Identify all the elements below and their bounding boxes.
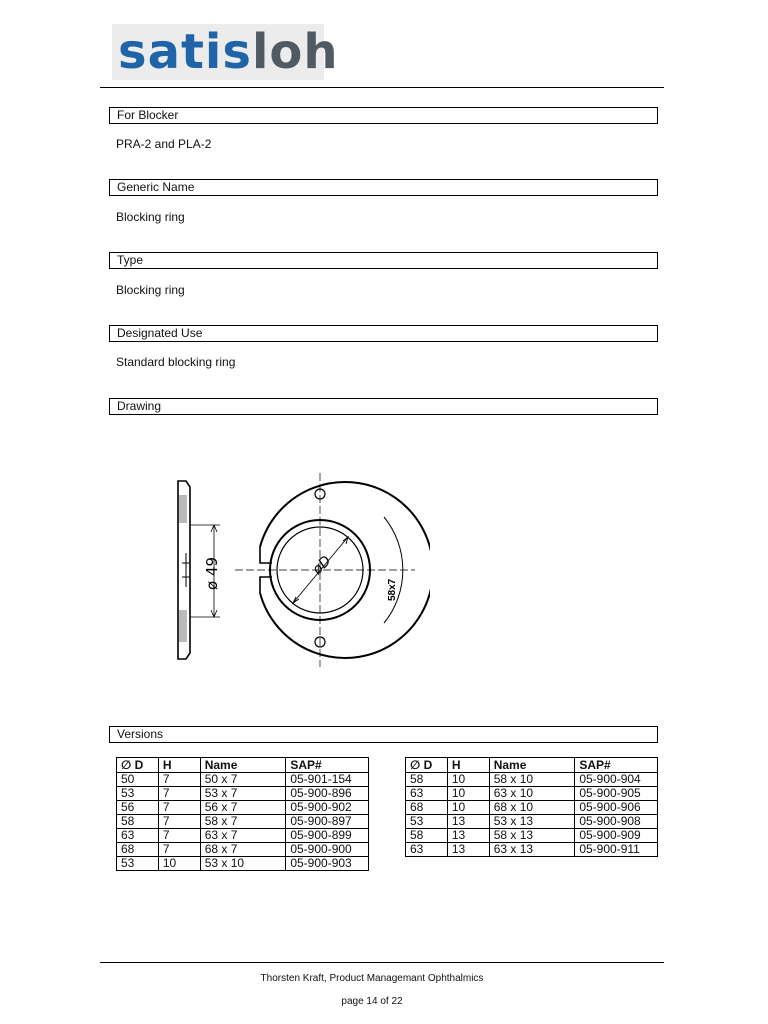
header-diameter: ∅ D [406,758,448,773]
footer-author: Thorsten Kraft, Product Managemant Ophthalmics [260,973,484,984]
table-row: 68 7 68 x 7 05-900-900 [117,843,369,857]
section-heading-designated-use: Designated Use [109,325,658,342]
header-name: Name [200,758,286,773]
type-value: Blocking ring [116,283,185,297]
table-row: 58 7 58 x 7 05-900-897 [117,815,369,829]
table-header-row [406,758,658,773]
generic-name-value: Blocking ring [116,210,185,224]
header-name: Name [489,758,575,773]
header-diameter: ∅ D [117,758,159,773]
table-row: 58 10 58 x 10 05-900-904 [406,773,658,787]
section-heading-generic-name: Generic Name [109,179,658,196]
designated-use-value: Standard blocking ring [116,355,236,369]
front-view [235,473,430,667]
header-height: H [158,758,200,773]
table-row: 53 10 53 x 10 05-900-903 [117,857,369,871]
table-row: 53 7 53 x 7 05-900-896 [117,787,369,801]
satisloh-logo: satisloh [112,24,324,80]
size-label: 58x7 [387,578,398,601]
table-row: 68 10 68 x 10 05-900-906 [406,801,658,815]
diameter-d-label: øD [309,552,335,578]
table-row: 63 7 63 x 7 05-900-899 [117,829,369,843]
blocking-ring-drawing [160,465,430,670]
footer-page-number: page 14 of 22 [341,996,403,1007]
section-heading-for-blocker: For Blocker [109,107,658,124]
table-row: 53 13 53 x 13 05-900-908 [406,815,658,829]
header-sap: SAP# [286,758,369,773]
header-sap: SAP# [575,758,658,773]
versions-table-left [116,757,369,871]
table-row: 63 10 63 x 10 05-900-905 [406,787,658,801]
table-row: 50 7 50 x 7 05-901-154 [117,773,369,787]
table-header-row [117,758,369,773]
table-row: 63 13 63 x 13 05-900-911 [406,843,658,857]
for-blocker-value: PRA-2 and PLA-2 [116,137,212,151]
section-heading-drawing: Drawing [109,398,658,415]
table-row: 58 13 58 x 13 05-900-909 [406,829,658,843]
section-heading-versions: Versions [109,726,658,743]
header-height: H [447,758,489,773]
section-heading-type: Type [109,252,658,269]
header-divider [100,87,664,88]
table-row: 56 7 56 x 7 05-900-902 [117,801,369,815]
versions-table-right [405,757,658,857]
diameter-49-label: ø 49 [203,556,221,590]
footer-divider [100,962,664,963]
